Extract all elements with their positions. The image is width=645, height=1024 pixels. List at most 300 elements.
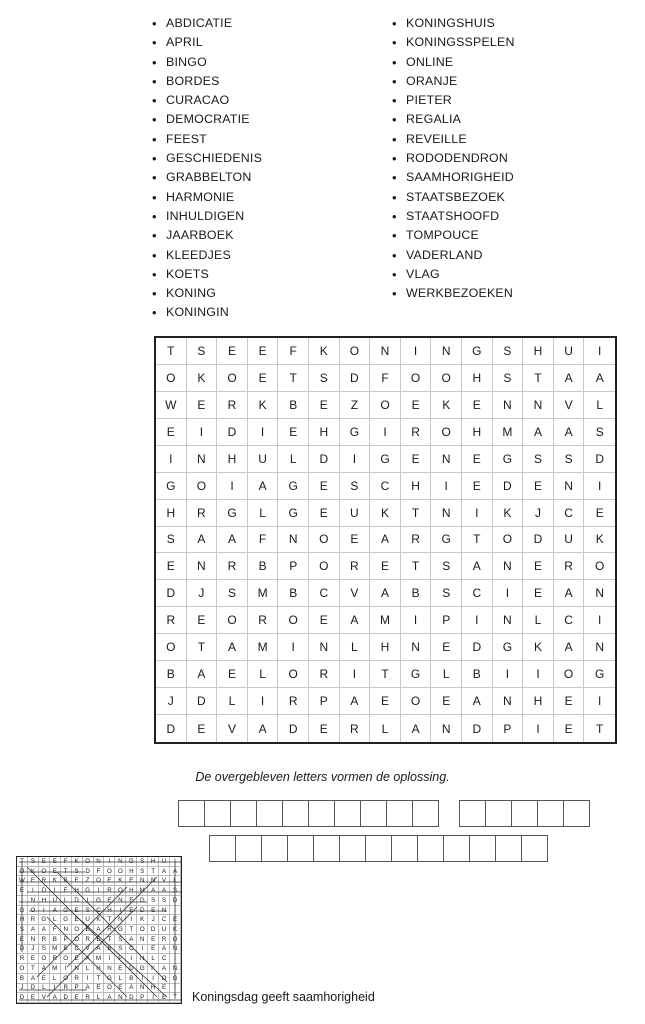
solution-grid-cell: D xyxy=(61,993,72,1003)
grid-cell[interactable]: E xyxy=(309,500,340,527)
grid-cell[interactable]: H xyxy=(523,338,554,365)
solution-grid-cell: I xyxy=(170,857,181,867)
grid-cell[interactable]: T xyxy=(462,527,493,554)
grid-cell[interactable]: O xyxy=(401,365,432,392)
solution-grid-cell: E xyxy=(94,984,105,994)
grid-cell[interactable]: A xyxy=(217,527,248,554)
grid-cell[interactable]: A xyxy=(370,580,401,607)
grid-cell[interactable]: E xyxy=(248,365,279,392)
grid-cell[interactable]: S xyxy=(493,338,524,365)
solution-grid-cell: S xyxy=(137,857,148,867)
grid-cell[interactable]: E xyxy=(156,419,187,446)
grid-cell[interactable]: P xyxy=(278,553,309,580)
grid-cell[interactable]: R xyxy=(340,715,371,742)
solution-grid-cell: D xyxy=(137,906,148,916)
grid-cell[interactable]: E xyxy=(431,688,462,715)
answer-box[interactable] xyxy=(178,800,205,827)
grid-cell[interactable]: L xyxy=(370,715,401,742)
grid-cell[interactable]: D xyxy=(278,715,309,742)
answer-box[interactable] xyxy=(511,800,538,827)
grid-cell[interactable]: I xyxy=(493,580,524,607)
solution-grid-cell: E xyxy=(72,915,83,925)
grid-cell[interactable]: B xyxy=(401,580,432,607)
word-list-item: • STAATSHOOFD xyxy=(392,207,515,226)
grid-cell[interactable]: J xyxy=(156,688,187,715)
grid-cell[interactable]: M xyxy=(370,607,401,634)
grid-cell[interactable]: L xyxy=(431,661,462,688)
grid-cell[interactable]: I xyxy=(156,446,187,473)
solution-grid-cell: O xyxy=(115,886,126,896)
solution-grid-cell: D xyxy=(126,993,137,1003)
solution-grid-cell: O xyxy=(83,857,94,867)
grid-cell[interactable]: J xyxy=(523,500,554,527)
solution-grid-cell: F xyxy=(94,867,105,877)
grid-cell[interactable]: A xyxy=(248,715,279,742)
answer-box[interactable] xyxy=(386,800,413,827)
grid-cell[interactable]: G xyxy=(584,661,615,688)
solution-grid-cell: B xyxy=(61,945,72,955)
answer-box[interactable] xyxy=(313,835,340,862)
answer-box[interactable] xyxy=(391,835,418,862)
solution-grid-cell: R xyxy=(39,876,50,886)
grid-cell[interactable]: I xyxy=(431,473,462,500)
grid-cell[interactable]: N xyxy=(309,634,340,661)
grid-cell[interactable]: N xyxy=(431,500,462,527)
grid-cell[interactable]: S xyxy=(217,580,248,607)
grid-cell[interactable]: V xyxy=(217,715,248,742)
grid-cell[interactable]: H xyxy=(401,473,432,500)
grid-cell[interactable]: R xyxy=(217,553,248,580)
grid-cell[interactable]: L xyxy=(278,446,309,473)
grid-cell[interactable]: I xyxy=(493,661,524,688)
grid-cell[interactable]: D xyxy=(462,715,493,742)
grid-cell[interactable]: N xyxy=(584,634,615,661)
grid-cell[interactable]: B xyxy=(248,553,279,580)
grid-cell[interactable]: L xyxy=(340,634,371,661)
grid-cell[interactable]: E xyxy=(309,607,340,634)
grid-cell[interactable]: K xyxy=(584,527,615,554)
grid-cell[interactable]: D xyxy=(156,715,187,742)
grid-cell[interactable]: T xyxy=(401,553,432,580)
grid-cell[interactable]: S xyxy=(156,527,187,554)
answer-box[interactable] xyxy=(365,835,392,862)
answer-box[interactable] xyxy=(308,800,335,827)
grid-cell[interactable]: E xyxy=(217,338,248,365)
grid-cell[interactable]: S xyxy=(340,473,371,500)
grid-cell[interactable]: N xyxy=(523,392,554,419)
grid-cell[interactable]: A xyxy=(554,580,585,607)
grid-cell[interactable]: S xyxy=(584,419,615,446)
solution-grid-cell: N xyxy=(148,876,159,886)
solution-grid-cell: E xyxy=(50,867,61,877)
grid-cell[interactable]: N xyxy=(493,688,524,715)
grid-cell[interactable]: G xyxy=(278,473,309,500)
grid-cell[interactable]: H xyxy=(309,419,340,446)
grid-cell[interactable]: G xyxy=(431,527,462,554)
grid-cell[interactable]: B xyxy=(278,580,309,607)
grid-cell[interactable]: J xyxy=(187,580,218,607)
grid-cell[interactable]: E xyxy=(187,607,218,634)
grid-cell[interactable]: K xyxy=(493,500,524,527)
grid-cell[interactable]: E xyxy=(554,688,585,715)
grid-cell[interactable]: H xyxy=(462,419,493,446)
grid-cell[interactable]: A xyxy=(523,419,554,446)
grid-cell[interactable]: D xyxy=(493,473,524,500)
grid-cell[interactable]: F xyxy=(248,527,279,554)
solution-grid-cell: N xyxy=(159,906,170,916)
grid-cell[interactable]: S xyxy=(523,446,554,473)
grid-cell[interactable]: E xyxy=(187,715,218,742)
grid-cell[interactable]: I xyxy=(401,607,432,634)
grid-cell[interactable]: D xyxy=(340,365,371,392)
grid-cell[interactable]: T xyxy=(401,500,432,527)
grid-cell[interactable]: G xyxy=(462,338,493,365)
grid-cell[interactable]: E xyxy=(431,634,462,661)
grid-cell[interactable]: A xyxy=(462,688,493,715)
grid-cell[interactable]: U xyxy=(554,527,585,554)
answer-box[interactable] xyxy=(412,800,439,827)
grid-cell[interactable]: G xyxy=(340,419,371,446)
solution-grid-cell: N xyxy=(72,964,83,974)
grid-cell[interactable]: R xyxy=(401,527,432,554)
grid-cell[interactable]: S xyxy=(493,365,524,392)
answer-box[interactable] xyxy=(256,800,283,827)
grid-cell[interactable]: O xyxy=(431,365,462,392)
grid-cell[interactable]: H xyxy=(370,634,401,661)
grid-cell[interactable]: O xyxy=(278,661,309,688)
solution-grid-cell: V xyxy=(83,945,94,955)
grid-cell[interactable]: C xyxy=(462,580,493,607)
grid-cell[interactable]: O xyxy=(554,661,585,688)
grid-cell[interactable]: T xyxy=(523,365,554,392)
answer-box[interactable] xyxy=(521,835,548,862)
answer-box[interactable] xyxy=(235,835,262,862)
grid-cell[interactable]: B xyxy=(278,392,309,419)
grid-cell[interactable]: I xyxy=(340,661,371,688)
word-list-item: • KONINGSSPELEN xyxy=(392,33,515,52)
word-list-item: • KLEEDJES xyxy=(152,246,262,265)
grid-cell[interactable]: I xyxy=(584,688,615,715)
grid-cell[interactable]: O xyxy=(156,365,187,392)
answer-box[interactable] xyxy=(287,835,314,862)
answer-box[interactable] xyxy=(495,835,522,862)
grid-cell[interactable]: H xyxy=(462,365,493,392)
grid-cell[interactable]: L xyxy=(584,392,615,419)
grid-cell[interactable]: R xyxy=(340,553,371,580)
grid-cell[interactable]: R xyxy=(309,661,340,688)
grid-cell[interactable]: N xyxy=(431,715,462,742)
solution-grid-cell: R xyxy=(39,935,50,945)
grid-cell[interactable]: K xyxy=(309,338,340,365)
grid-cell[interactable]: E xyxy=(309,715,340,742)
grid-cell[interactable]: C xyxy=(309,580,340,607)
grid-cell[interactable]: E xyxy=(187,392,218,419)
grid-cell[interactable]: K xyxy=(248,392,279,419)
grid-cell[interactable]: I xyxy=(584,473,615,500)
grid-cell[interactable]: K xyxy=(523,634,554,661)
grid-cell[interactable]: A xyxy=(584,365,615,392)
grid-cell[interactable]: I xyxy=(462,500,493,527)
grid-cell[interactable]: E xyxy=(340,527,371,554)
grid-cell[interactable]: E xyxy=(217,661,248,688)
grid-cell[interactable]: O xyxy=(156,634,187,661)
grid-cell[interactable]: C xyxy=(554,607,585,634)
grid-cell[interactable]: O xyxy=(309,553,340,580)
grid-cell[interactable]: O xyxy=(187,473,218,500)
grid-cell[interactable]: G xyxy=(370,446,401,473)
grid-cell[interactable]: S xyxy=(554,446,585,473)
solution-grid-cell: S xyxy=(28,857,39,867)
grid-cell[interactable]: H xyxy=(217,446,248,473)
solution-grid-cell: N xyxy=(61,925,72,935)
solution-grid-cell: I xyxy=(17,896,28,906)
answer-box[interactable] xyxy=(459,800,486,827)
solution-grid-cell: K xyxy=(94,915,105,925)
grid-cell[interactable]: R xyxy=(248,607,279,634)
solution-grid-cell: O xyxy=(39,867,50,877)
grid-cell[interactable]: Z xyxy=(340,392,371,419)
grid-cell[interactable]: M xyxy=(248,634,279,661)
grid-cell[interactable]: R xyxy=(554,553,585,580)
grid-cell[interactable]: L xyxy=(217,688,248,715)
grid-cell[interactable]: E xyxy=(523,553,554,580)
grid-cell[interactable]: C xyxy=(370,473,401,500)
grid-cell[interactable]: V xyxy=(340,580,371,607)
grid-cell[interactable]: D xyxy=(217,419,248,446)
answer-box[interactable] xyxy=(204,800,231,827)
grid-cell[interactable]: A xyxy=(340,688,371,715)
solution-grid-cell: G xyxy=(137,896,148,906)
answer-box[interactable] xyxy=(537,800,564,827)
answer-box[interactable] xyxy=(563,800,590,827)
answer-box[interactable] xyxy=(443,835,470,862)
grid-cell[interactable]: G xyxy=(278,500,309,527)
grid-cell[interactable]: S xyxy=(431,553,462,580)
grid-cell[interactable]: I xyxy=(248,419,279,446)
grid-cell[interactable]: A xyxy=(554,365,585,392)
grid-cell[interactable]: E xyxy=(248,338,279,365)
grid-cell[interactable]: D xyxy=(523,527,554,554)
solution-grid-cell: E xyxy=(83,925,94,935)
grid-cell[interactable]: K xyxy=(431,392,462,419)
grid-cell[interactable]: E xyxy=(401,392,432,419)
grid-cell[interactable]: N xyxy=(187,446,218,473)
solution-grid-cell: N xyxy=(115,915,126,925)
answer-box[interactable] xyxy=(469,835,496,862)
grid-cell[interactable]: E xyxy=(462,392,493,419)
solution-grid-cell: R xyxy=(61,984,72,994)
grid-cell[interactable]: O xyxy=(309,527,340,554)
grid-cell[interactable]: N xyxy=(493,607,524,634)
grid-cell[interactable]: T xyxy=(156,338,187,365)
grid-cell[interactable]: E xyxy=(462,446,493,473)
grid-cell[interactable]: A xyxy=(248,473,279,500)
grid-cell[interactable]: K xyxy=(187,365,218,392)
grid-cell[interactable]: D xyxy=(187,688,218,715)
grid-cell[interactable]: E xyxy=(584,500,615,527)
grid-cell[interactable]: I xyxy=(340,446,371,473)
grid-cell[interactable]: G xyxy=(156,473,187,500)
solution-grid-cell: H xyxy=(148,984,159,994)
word-list-item: • INHULDIGEN xyxy=(152,207,262,226)
grid-cell[interactable]: I xyxy=(401,338,432,365)
grid-cell[interactable]: T xyxy=(278,365,309,392)
grid-cell[interactable]: T xyxy=(596,721,604,736)
grid-cell[interactable]: V xyxy=(554,392,585,419)
answer-box[interactable] xyxy=(282,800,309,827)
solution-grid-cell: A xyxy=(170,867,181,877)
grid-cell[interactable]: R xyxy=(187,500,218,527)
grid-cell[interactable]: A xyxy=(187,527,218,554)
grid-cell[interactable]: U xyxy=(340,500,371,527)
grid-cell[interactable]: N xyxy=(431,338,462,365)
grid-cell[interactable]: P xyxy=(431,607,462,634)
grid-cell[interactable]: P xyxy=(493,715,524,742)
grid-cell[interactable]: R xyxy=(217,392,248,419)
grid-cell[interactable]: K xyxy=(370,500,401,527)
solution-grid-cell: A xyxy=(94,925,105,935)
answer-box[interactable] xyxy=(334,800,361,827)
grid-cell[interactable]: O xyxy=(431,419,462,446)
grid-cell[interactable]: I xyxy=(187,419,218,446)
solution-grid-cell: N xyxy=(94,857,105,867)
grid-cell[interactable]: O xyxy=(278,607,309,634)
solution-grid-cell: C xyxy=(126,945,137,955)
grid-cell[interactable]: H xyxy=(523,688,554,715)
grid-cell[interactable]: L xyxy=(248,500,279,527)
grid-cell[interactable]: A xyxy=(554,419,585,446)
grid-cell[interactable]: R xyxy=(401,419,432,446)
grid-cell[interactable]: E xyxy=(309,473,340,500)
grid-cell[interactable]: N xyxy=(584,580,615,607)
grid-cell[interactable]: E xyxy=(523,473,554,500)
grid-cell[interactable]: M xyxy=(493,419,524,446)
grid-cell[interactable]: U xyxy=(248,446,279,473)
grid-cell[interactable]: L xyxy=(523,607,554,634)
answer-box[interactable] xyxy=(261,835,288,862)
grid-cell[interactable]: B xyxy=(462,661,493,688)
word-list-item: • REVEILLE xyxy=(392,130,515,149)
grid-cell[interactable]: E xyxy=(370,688,401,715)
solution-grid-cell: O xyxy=(61,954,72,964)
grid-cell[interactable]: R xyxy=(278,688,309,715)
grid-cell[interactable]: E xyxy=(370,553,401,580)
grid-cell[interactable]: N xyxy=(493,392,524,419)
solution-grid-cell: D xyxy=(17,945,28,955)
grid-cell[interactable]: P xyxy=(309,688,340,715)
grid-cell[interactable]: F xyxy=(370,365,401,392)
grid-cell[interactable]: R xyxy=(156,607,187,634)
grid-cell[interactable]: N xyxy=(187,553,218,580)
grid-cell[interactable]: A xyxy=(187,661,218,688)
grid-cell[interactable]: A xyxy=(217,634,248,661)
grid-cell[interactable]: T xyxy=(370,661,401,688)
grid-cell[interactable]: E xyxy=(278,419,309,446)
grid-cell[interactable]: E xyxy=(156,553,187,580)
grid-cell[interactable]: E xyxy=(309,392,340,419)
solution-grid-cell: S xyxy=(170,886,181,896)
grid-cell[interactable]: D xyxy=(309,446,340,473)
answer-box[interactable] xyxy=(230,800,257,827)
grid-cell[interactable]: I xyxy=(370,419,401,446)
grid-cell[interactable]: A xyxy=(401,715,432,742)
solution-grid-cell: A xyxy=(159,867,170,877)
grid-cell[interactable]: D xyxy=(462,634,493,661)
grid-cell[interactable]: N xyxy=(554,473,585,500)
grid-cell[interactable]: E xyxy=(462,473,493,500)
grid-cell[interactable]: G xyxy=(493,446,524,473)
grid-cell[interactable]: O xyxy=(401,688,432,715)
grid-cell[interactable]: E xyxy=(401,446,432,473)
grid-cell[interactable]: I xyxy=(462,607,493,634)
grid-cell[interactable]: O xyxy=(217,607,248,634)
solution-grid-cell: O xyxy=(159,974,170,984)
grid-cell[interactable]: I xyxy=(523,715,554,742)
grid-cell[interactable]: S xyxy=(187,338,218,365)
answer-box[interactable] xyxy=(417,835,444,862)
word-list-item: • STAATSBEZOEK xyxy=(392,188,515,207)
answer-box[interactable] xyxy=(485,800,512,827)
grid-cell[interactable]: O xyxy=(340,338,371,365)
grid-cell[interactable]: E xyxy=(554,715,585,742)
grid-cell[interactable]: S xyxy=(431,580,462,607)
solution-grid-cell: R xyxy=(83,993,94,1003)
grid-cell[interactable]: B xyxy=(156,661,187,688)
grid-cell[interactable]: U xyxy=(554,338,585,365)
grid-cell[interactable]: N xyxy=(431,446,462,473)
grid-cell[interactable]: A xyxy=(554,634,585,661)
grid-cell[interactable]: C xyxy=(554,500,585,527)
answer-box[interactable] xyxy=(339,835,366,862)
grid-cell[interactable]: E xyxy=(523,580,554,607)
grid-cell[interactable]: D xyxy=(156,580,187,607)
grid-cell[interactable]: M xyxy=(248,580,279,607)
grid-cell[interactable]: I xyxy=(584,338,615,365)
grid-cell[interactable]: S xyxy=(309,365,340,392)
grid-cell[interactable]: O xyxy=(584,553,615,580)
grid-cell[interactable]: W xyxy=(156,392,187,419)
solution-grid-cell: A xyxy=(159,886,170,896)
grid-cell[interactable]: O xyxy=(217,365,248,392)
solution-grid-cell: S xyxy=(39,945,50,955)
solution-grid-cell: R xyxy=(72,974,83,984)
grid-cell[interactable]: I xyxy=(248,688,279,715)
grid-cell[interactable]: D xyxy=(584,446,615,473)
grid-cell[interactable]: I xyxy=(584,607,615,634)
answer-box[interactable] xyxy=(360,800,387,827)
grid-cell[interactable]: N xyxy=(401,634,432,661)
grid-cell[interactable]: I xyxy=(278,634,309,661)
grid-cell[interactable]: I xyxy=(217,473,248,500)
grid-cell[interactable]: N xyxy=(370,338,401,365)
grid-cell[interactable]: G xyxy=(493,634,524,661)
grid-cell[interactable]: N xyxy=(493,553,524,580)
grid-cell[interactable]: L xyxy=(248,661,279,688)
grid-cell[interactable]: H xyxy=(156,500,187,527)
grid-cell[interactable]: A xyxy=(462,553,493,580)
grid-cell[interactable]: T xyxy=(187,634,218,661)
grid-cell[interactable]: N xyxy=(278,527,309,554)
grid-cell[interactable]: O xyxy=(493,527,524,554)
grid-cell[interactable]: G xyxy=(401,661,432,688)
grid-cell[interactable]: F xyxy=(278,338,309,365)
grid-cell[interactable]: A xyxy=(340,607,371,634)
answer-box[interactable] xyxy=(209,835,236,862)
grid-cell[interactable]: G xyxy=(217,500,248,527)
grid-cell[interactable]: A xyxy=(370,527,401,554)
grid-cell[interactable]: I xyxy=(523,661,554,688)
grid-cell[interactable]: O xyxy=(370,392,401,419)
